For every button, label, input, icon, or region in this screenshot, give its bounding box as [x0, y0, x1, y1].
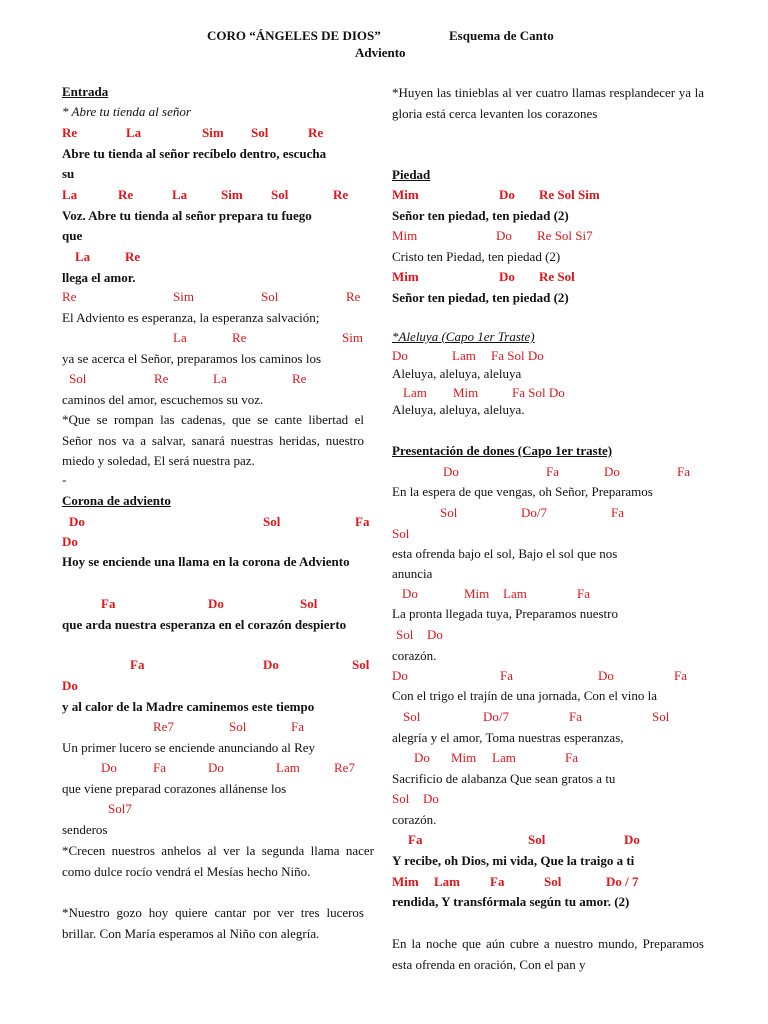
- chord: Re Sol Si7: [537, 228, 593, 243]
- chord: Re: [154, 371, 169, 386]
- chord: Fa: [569, 709, 582, 724]
- lyric-line: llega el amor.: [62, 270, 136, 285]
- chord: Mim: [392, 874, 419, 889]
- lyric-line: Aleluya, aleluya, aleluya.: [392, 402, 525, 417]
- chord: Do: [496, 228, 512, 243]
- lyric-line: caminos del amor, escuchemos su voz.: [62, 392, 264, 407]
- chord: Lam: [434, 874, 460, 889]
- chord: Sol: [392, 526, 410, 541]
- chord: La: [173, 330, 187, 345]
- chord: Mim: [451, 750, 477, 765]
- chord: Do: [402, 586, 418, 601]
- corona-verse-3: *Nuestro gozo hoy quiere cantar por ver tres luceros brillar. Con María esperamos al Niño con alegría.: [62, 905, 364, 941]
- chord: Re: [62, 289, 77, 304]
- chord: Fa: [546, 464, 559, 479]
- lyric-line: corazón.: [392, 648, 437, 663]
- chord: Do/7: [483, 709, 509, 724]
- chord: Do: [392, 668, 408, 683]
- chord: Sim: [173, 289, 194, 304]
- chord: Sol: [396, 627, 414, 642]
- chord: Do: [208, 596, 224, 611]
- chord: Sol: [392, 791, 410, 806]
- chord: Do / 7: [606, 874, 639, 889]
- presentacion-verse-2: En la noche que aún cubre a nuestro mundo, Preparamos esta ofrenda en oración, Con el pan y: [392, 936, 704, 972]
- chord: Re: [346, 289, 361, 304]
- chord: Re7: [153, 719, 174, 734]
- lyric-line: y al calor de la Madre caminemos este tiempo: [62, 699, 315, 714]
- chord: Do: [101, 760, 117, 775]
- lyric-line: Y recibe, oh Dios, mi vida, Que la traigo a ti: [392, 853, 635, 868]
- chord: Do: [598, 668, 614, 683]
- chord: Lam: [492, 750, 516, 765]
- chord: Do/7: [521, 505, 547, 520]
- chord: Fa: [408, 832, 423, 847]
- chord: Re Sol: [539, 269, 575, 284]
- chord: Sim: [342, 330, 363, 345]
- lyric-line: Señor ten piedad, ten piedad (2): [392, 208, 569, 223]
- chord: Re7: [334, 760, 355, 775]
- chord: Sol: [261, 289, 279, 304]
- chord: Mim: [392, 187, 419, 202]
- chord: Do: [624, 832, 640, 847]
- chord: Lam: [276, 760, 300, 775]
- lyric-line: Sacrificio de alabanza Que sean gratos a tu: [392, 771, 616, 786]
- chord: Mim: [392, 269, 419, 284]
- chord: Sol7: [108, 801, 132, 816]
- lyric-line: Aleluya, aleluya, aleluya: [392, 366, 522, 381]
- chord: Re: [62, 125, 78, 140]
- lyric-line: Abre tu tienda al señor recíbelo dentro, escucha: [62, 146, 327, 161]
- chord: Do: [414, 750, 430, 765]
- chord: Re: [333, 187, 349, 202]
- lyric-line: Un primer lucero se enciende anunciando al Rey: [62, 740, 316, 755]
- lyric-line: anuncia: [392, 566, 433, 581]
- lyric-line: que arda nuestra esperanza en el corazón despierto: [62, 617, 347, 632]
- chord: La: [75, 249, 91, 264]
- chord: Do: [62, 534, 78, 549]
- chord: Mim: [453, 385, 479, 400]
- chord: Lam: [503, 586, 527, 601]
- lyric-line: ya se acerca el Señor, preparamos los caminos los: [62, 351, 322, 366]
- chord: Re: [308, 125, 324, 140]
- entrada-subtitle: * Abre tu tienda al señor: [62, 104, 191, 119]
- chord: Sol: [528, 832, 546, 847]
- chord: Re: [118, 187, 134, 202]
- lyric-line: Hoy se enciende una llama en la corona de Adviento: [62, 554, 350, 569]
- chord: Do: [427, 627, 443, 642]
- chord: Lam: [452, 348, 476, 363]
- lyric-line: La pronta llegada tuya, Preparamos nuestro: [392, 606, 618, 621]
- corona-verse-2: *Crecen nuestros anhelos al ver la segunda llama nacer como dulce rocío vendrá el Mesías hecho Niño.: [62, 843, 374, 879]
- lyric-line: corazón.: [392, 812, 437, 827]
- chord: Re: [125, 249, 141, 264]
- song-season: Adviento: [355, 45, 406, 60]
- chord: Sim: [221, 187, 243, 202]
- song-title: CORO “ÁNGELES DE DIOS”: [207, 28, 381, 43]
- chord: Fa: [130, 657, 145, 672]
- chord: La: [62, 187, 78, 202]
- chord: Fa: [577, 586, 590, 601]
- entrada-verse: *Que se rompan las cadenas, que se cante libertad el Señor nos va a salvar, sanará nuestras heridas, nuestro miedo y soledad, El será nuestra paz.: [62, 412, 364, 468]
- chord: Fa: [677, 464, 690, 479]
- lyric-line: Señor ten piedad, ten piedad (2): [392, 290, 569, 305]
- chord: Fa: [500, 668, 513, 683]
- chord: Sol: [352, 657, 370, 672]
- song-type: Esquema de Canto: [449, 28, 554, 43]
- chord: Lam: [403, 385, 427, 400]
- chord: Sol: [300, 596, 318, 611]
- chord: Do: [392, 348, 408, 363]
- chord: Do: [69, 514, 85, 529]
- chord: Do: [208, 760, 224, 775]
- lyric-line: Con el trigo el trajín de una jornada, Con el vino la: [392, 688, 657, 703]
- chord: Sol: [271, 187, 289, 202]
- chord: La: [172, 187, 188, 202]
- chord: Mim: [392, 228, 418, 243]
- aleluya-heading: *Aleluya (Capo 1er Traste): [392, 329, 535, 344]
- chord: Sol: [263, 514, 281, 529]
- chord: Fa: [355, 514, 370, 529]
- presentacion-heading: Presentación de dones (Capo 1er traste): [392, 443, 613, 458]
- chord: Sim: [202, 125, 224, 140]
- chord: Do: [263, 657, 279, 672]
- chord: Fa: [674, 668, 687, 683]
- lyric-line: su: [62, 166, 75, 181]
- lyric-line: El Adviento es esperanza, la esperanza salvación;: [62, 310, 320, 325]
- chord: Fa: [490, 874, 505, 889]
- chord: Re: [232, 330, 247, 345]
- chord: Fa: [101, 596, 116, 611]
- chord: Sol: [229, 719, 247, 734]
- chord: Fa: [565, 750, 578, 765]
- lyric-line: Voz. Abre tu tienda al señor prepara tu fuego: [62, 208, 312, 223]
- chord: Fa Sol Do: [491, 348, 544, 363]
- chord: La: [126, 125, 142, 140]
- corona-heading: Corona de adviento: [62, 493, 171, 508]
- chord: Fa Sol Do: [512, 385, 565, 400]
- lyric-line: que: [62, 228, 83, 243]
- chord: La: [213, 371, 227, 386]
- chord: Fa: [291, 719, 304, 734]
- chord: Re: [292, 371, 307, 386]
- chord: Do: [604, 464, 620, 479]
- piedad-heading: Piedad: [392, 167, 431, 182]
- chord: Mim: [464, 586, 490, 601]
- chord: Sol: [652, 709, 670, 724]
- lyric-line: esta ofrenda bajo el sol, Bajo el sol que nos: [392, 546, 618, 561]
- dash: -: [62, 472, 67, 487]
- lyric-line: que viene preparad corazones allánense los: [62, 781, 287, 796]
- chord: Do: [499, 187, 515, 202]
- chord: Sol: [403, 709, 421, 724]
- chord: Fa: [153, 760, 166, 775]
- chord: Sol: [251, 125, 269, 140]
- lyric-line: rendida, Y transfórmala según tu amor. (2): [392, 894, 630, 909]
- chord: Do: [423, 791, 439, 806]
- lyric-line: Cristo ten Piedad, ten piedad (2): [392, 249, 561, 264]
- chord: Fa: [611, 505, 624, 520]
- chord: Re Sol Sim: [539, 187, 600, 202]
- entrada-heading: Entrada: [62, 84, 109, 99]
- corona-verse-4: *Huyen las tinieblas al ver cuatro llamas resplandecer ya la gloria está cerca levanten los corazones: [392, 85, 704, 121]
- chord: Do: [62, 678, 78, 693]
- chord: Do: [443, 464, 459, 479]
- lyric-line: alegría y el amor, Toma nuestras esperanzas,: [392, 730, 624, 745]
- chord: Sol: [544, 874, 562, 889]
- lyric-line: En la espera de que vengas, oh Señor, Preparamos: [392, 484, 653, 499]
- chord: Sol: [69, 371, 87, 386]
- chord: Do: [499, 269, 515, 284]
- lyric-line: senderos: [62, 822, 108, 837]
- chord: Sol: [440, 505, 458, 520]
